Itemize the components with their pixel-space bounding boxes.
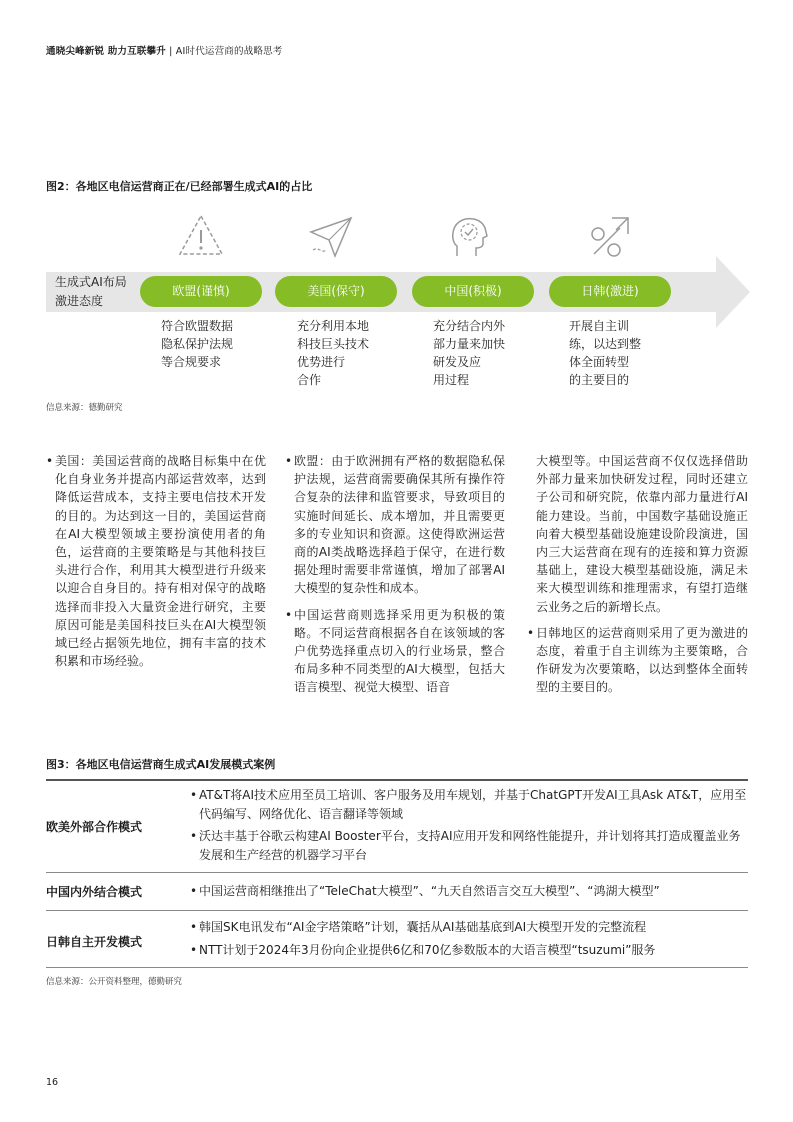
figure2-source: 信息来源：德勤研究 [46, 403, 123, 413]
case-item: • NTT计划于2024年3月份向企业提供6亿和70亿参数版本的大语言模型“tsuzumi”服务 [190, 941, 748, 960]
paragraph-cn: • 中国运营商则选择采用更为积极的策略。不同运营商根据各自在该领域的客户优势选择重点切入的行业场景，整合布局多种不同类型的AI大模型，包括大语言模型、视觉大模型、语音 [285, 606, 505, 697]
body-column-2 [285, 452, 505, 705]
body-column-1 [46, 452, 266, 678]
table-top-rule [46, 779, 748, 781]
row-label-japan-korea: 日韩自主开发模式 [46, 935, 143, 949]
case-item: • 中国运营商相继推出了“TeleChat大模型”、“九天自然语言交互大模型”、“鸿湖大模型” [190, 882, 748, 901]
paragraph-cn-continued: 大模型等。中国运营商不仅仅选择借助外部力量来加快研发过程，同时还建立子公司和研究院，依靠内部力量进行AI能力建设。当前，中国数字基础设施正向着大模型基础设施建设阶段演进，国内三大运营商在现有的连接和算力资源基础上，建设大模型基础设施，满足未来大模型训练和推理需求，有望打造继云业务之后的新增长点。 [536, 454, 748, 614]
region-pill-eu: 欧盟(谨慎) [140, 276, 262, 307]
row-items-western [190, 786, 748, 868]
running-header [46, 43, 283, 57]
paragraph-eu: • 欧盟：由于欧洲拥有严格的数据隐私保护法规，运营商需要确保其所有操作符合复杂的法律和监管要求，导致项目的实施时间延长、成本增加，并且需要更多的专业知识和资源。这使得欧洲运营商的AI类战略选择趋于保守，在进行数据处理时需要非常谨慎，增加了部署AI大模型的复杂性和成本。 [285, 452, 505, 598]
case-item: • AT&T将AI技术应用至员工培训、客户服务及用车规划，并基于ChatGPT开发AI工具Ask AT&T，应用至代码编写、网络优化、语言翻译等领域 [190, 786, 748, 823]
row-label-western: 欧美外部合作模式 [46, 820, 143, 834]
header-bold-title: 通晓尖峰新锐 助力互联攀升 [46, 46, 166, 57]
band-label-line1: 生成式AI布局 [55, 275, 127, 289]
header-separator: | [169, 46, 173, 57]
row-items-japan-korea [190, 918, 748, 963]
region-pill-us: 美国(保守) [275, 276, 397, 307]
band-label-line2: 激进态度 [55, 294, 104, 308]
region-desc-cn: 充分结合内外 部力量来加快 研发及应 用过程 [433, 319, 506, 387]
paragraph-us: • 美国：美国运营商的战略目标集中在优化自身业务并提高内部运营效率，达到降低运营成本，支持主要电信技术开发的目的。为达到这一目的，美国运营商在AI大模型领域主要扮演使用者的角色，运营商的主要策略是与其他科技巨头进行合作，利用其大模型进行升级来以迎合自身目的。持有相对保守的战略选择而非投入大量资金进行研究，主要原因可能是美国科技巨头在AI大模型领域已经占据领先地位，拥有丰富的技术积累和市场经验。 [46, 452, 266, 670]
region-desc-jk: 开展自主训 练，以达到整 体全面转型 的主要目的 [569, 319, 642, 387]
page-number: 16 [46, 1077, 59, 1088]
case-item: • 沃达丰基于谷歌云构建AI Booster平台，支持AI应用开发和网络性能提升，并计划将其打造成覆盖业务发展和生产经营的机器学习平台 [190, 827, 748, 864]
paper-plane-icon [305, 210, 357, 262]
region-desc-us: 充分利用本地 科技巨头技术 优势进行 合作 [297, 319, 370, 387]
row-label-china: 中国内外结合模式 [46, 885, 143, 899]
region-desc-eu: 符合欧盟数据 隐私保护法规 等合规要求 [161, 319, 234, 369]
figure3-source: 信息来源：公开资料整理，德勤研究 [46, 977, 183, 987]
table-bottom-rule [46, 967, 748, 968]
band-label [55, 273, 127, 311]
paragraph-jk: • 日韩地区的运营商则采用了更为激进的态度，着重于自主训练为主要策略，合作研发为次要策略，以达到整体全面转型的主要目的。 [527, 624, 748, 697]
row-items-china [190, 882, 748, 905]
figure2-title: 图2：各地区电信运营商正在/已经部署生成式AI的占比 [46, 180, 313, 193]
case-item: • 韩国SK电讯发布“AI金字塔策略”计划，囊括从AI基础基底到AI大模型开发的完整流程 [190, 918, 748, 937]
table-row-divider [46, 872, 748, 873]
attitude-arrow-head [716, 256, 750, 328]
header-subtitle: AI时代运营商的战略思考 [175, 46, 283, 57]
table-row-divider [46, 910, 748, 911]
head-target-icon [443, 210, 495, 262]
percent-growth-icon [582, 210, 634, 262]
region-pill-cn: 中国(积极) [412, 276, 534, 307]
figure3-title: 图3：各地区电信运营商生成式AI发展模式案例 [46, 758, 276, 771]
body-column-3 [527, 452, 748, 705]
region-pill-jk: 日韩(激进) [549, 276, 671, 307]
warning-triangle-icon [175, 210, 227, 262]
